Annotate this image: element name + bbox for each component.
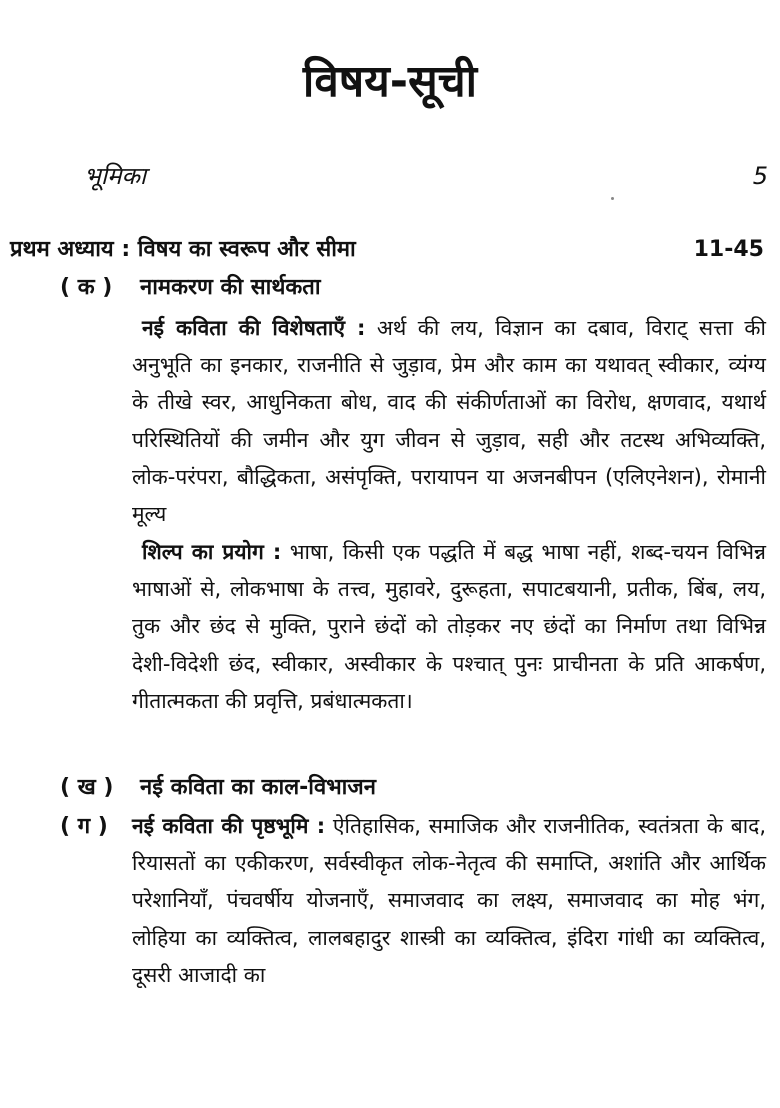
toc-entry-chapter-1 xyxy=(0,232,780,268)
section-kha xyxy=(0,770,780,806)
section-paragraph xyxy=(132,310,766,533)
paragraph-text: भाषा, किसी एक पद्धति में बद्ध भाषा नहीं, शब्द-चयन विभिन्न भाषाओं से, लोकभाषा के तत्त्व, मुहावरे, दुरूहता, सपाटबयानी, प्रतीक, बिंब, लय, तुक और छंद से मुक्ति, पुराने छंदों को तोड़कर नए छंदों का निर्माण तथा विभिन्न देशी-विदेशी छंद, स्वीकार, अस्वीकार के पश्चात् पुनः प्राचीनता के प्रति आकर्षण, गीतात्मकता की प्रवृत्ति, प्रबंधात्मकता। xyxy=(132,540,766,713)
section-paragraph xyxy=(132,808,766,994)
paragraph-lead: नई कविता की पृष्ठभूमि : xyxy=(132,814,326,838)
toc-entry-page: 5 xyxy=(752,162,768,190)
toc-entry-label: भूमिका xyxy=(84,162,147,190)
section-marker: ( ख ) xyxy=(60,775,114,800)
toc-entry-preface xyxy=(0,158,780,194)
section-ka xyxy=(0,270,780,306)
paragraph-lead: शिल्प का प्रयोग : xyxy=(142,540,282,564)
paragraph-lead: नई कविता की विशेषताएँ : xyxy=(142,316,366,340)
page-title: विषय-सूची xyxy=(302,56,478,107)
paragraph-text: ऐतिहासिक, समाजिक और राजनीतिक, स्वतंत्रता के बाद, रियासतों का एकीकरण, सर्वस्वीकृत लोक-नेतृत्व की समाप्ति, अशांति और आर्थिक परेशानियाँ, पंचवर्षीय योजनाएँ, समाजवाद का लक्ष्य, समाजवाद का मोह भंग, लोहिया का व्यक्तित्व, लालबहादुर शास्त्री का व्यक्तित्व, इंदिरा गांधी का व्यक्तित्व, दूसरी आजादी का xyxy=(132,814,767,987)
section-marker: ( ग ) xyxy=(60,814,108,839)
section-marker: ( क ) xyxy=(60,275,113,300)
section-paragraph xyxy=(132,534,766,720)
chapter-title: प्रथम अध्याय : विषय का स्वरूप और सीमा xyxy=(10,237,356,262)
paragraph-text: अर्थ की लय, विज्ञान का दबाव, विराट् सत्ता की अनुभूति का इनकार, राजनीति से जुड़ाव, प्रेम और काम का यथावत् स्वीकार, व्यंग्य के तीखे स्वर, आधुनिकता बोध, वाद की संकीर्णताओं का विरोध, क्षणवाद, यथार्थ परिस्थितियों की जमीन और युग जीवन से जुड़ाव, सही और तटस्थ अभिव्यक्ति, लोक-परंपरा, बौद्धिकता, असंपृक्ति, परायापन या अजनबीपन (एलिएनेशन), रोमानी मूल्य xyxy=(132,316,766,527)
paper-speck xyxy=(611,197,614,200)
chapter-pages: 11-45 xyxy=(693,237,764,262)
section-heading: नई कविता का काल-विभाजन xyxy=(140,775,376,800)
section-heading: नामकरण की सार्थकता xyxy=(140,275,321,300)
